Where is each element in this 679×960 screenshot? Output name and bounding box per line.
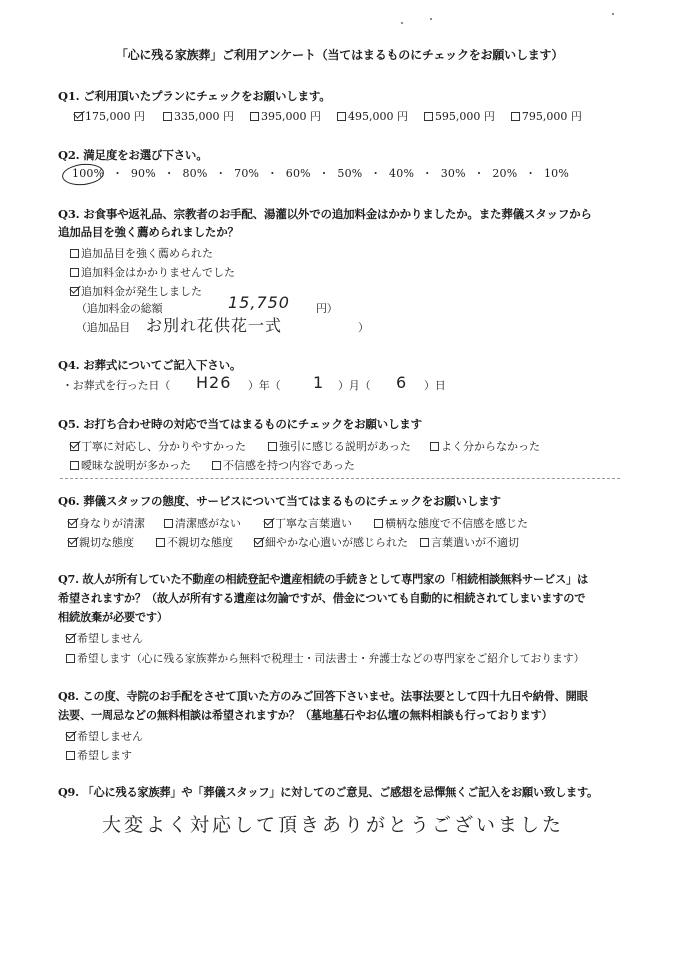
q4-month-value[interactable]: 1 [313, 373, 325, 392]
q6-option-2[interactable]: 清潔感がない [164, 515, 241, 531]
checkbox[interactable] [424, 112, 433, 121]
q5-option-2[interactable]: 強引に感じる説明があった [268, 438, 411, 454]
checkbox-checked[interactable] [70, 287, 79, 296]
q3-total-value[interactable]: 15,750 [228, 293, 290, 312]
q1-option-4[interactable]: 495,000 円 [337, 108, 408, 124]
checkbox[interactable] [212, 461, 221, 470]
q7-question-line1: Q7. 故人が所有していた不動産の相続登記や遺産相続の手続きとして専門家の「相続相談無料サービス」は [58, 572, 588, 586]
checkbox[interactable] [70, 249, 79, 258]
checkbox[interactable] [420, 538, 429, 547]
q3-option-3[interactable]: 追加料金が発生しました [70, 283, 202, 299]
q3-items-value[interactable]: お別れ花供花一式 [146, 316, 283, 335]
scan-speck [612, 13, 614, 15]
q7-question-line3: 相続放棄が必要です） [58, 610, 168, 624]
q4-era-value[interactable]: H26 [196, 373, 232, 392]
q8-question-line2: 法要、一周忌などの無料相談は希望されますか？（墓地墓石やお仏壇の無料相談も行っております） [58, 708, 553, 722]
q6-option-6[interactable]: 不親切な態度 [156, 534, 233, 550]
q7-question-line2: 希望されますか？（故人が所有する遺産は勿論ですが、借金についても自動的に相続されてしまいますので [58, 591, 586, 605]
q2-question: Q2. 満足度をお選び下さい。 [58, 148, 208, 162]
checkbox-checked[interactable] [68, 538, 77, 547]
q9-answer[interactable]: 大変よく対応して頂きありがとうございました [102, 814, 565, 836]
q3-total-label: （追加料金の総額 [76, 302, 163, 315]
checkbox[interactable] [70, 268, 79, 277]
checkbox[interactable] [250, 112, 259, 121]
checkbox[interactable] [66, 751, 75, 760]
checkbox-checked[interactable] [70, 442, 79, 451]
checkbox[interactable] [337, 112, 346, 121]
q4-year-label: ）年（ [248, 379, 281, 392]
q6-question: Q6. 葬儀スタッフの態度、サービスについて当てはまるものにチェックをお願いします [58, 494, 501, 508]
checkbox-checked[interactable] [66, 634, 75, 643]
q5-option-4[interactable]: 曖昧な説明が多かった [70, 457, 191, 473]
checkbox-checked[interactable] [74, 112, 83, 121]
scan-speck [401, 22, 403, 24]
q5-option-1[interactable]: 丁寧に対応し、分かりやすかった [70, 438, 246, 454]
q3-option-1[interactable]: 追加品目を強く薦められた [70, 245, 213, 261]
q1-option-1[interactable]: 175,000 円 [74, 108, 145, 124]
q3-items-close: ） [358, 321, 369, 334]
q1-option-5[interactable]: 595,000 円 [424, 108, 495, 124]
checkbox-checked[interactable] [68, 519, 77, 528]
q6-option-3[interactable]: 丁寧な言葉遣い [264, 515, 352, 531]
q5-question: Q5. お打ち合わせ時の対応で当てはまるものにチェックをお願いします [58, 417, 422, 431]
checkbox-checked[interactable] [264, 519, 273, 528]
checkbox[interactable] [268, 442, 277, 451]
q5-option-3[interactable]: よく分からなかった [430, 438, 540, 454]
q1-question: Q1. ご利用頂いたプランにチェックをお願いします。 [58, 89, 331, 103]
survey-title: 「心に残る家族葬」ご利用アンケート（当てはまるものにチェックをお願いします） [115, 48, 564, 62]
q2-scale[interactable]: 100% ・ 90% ・ 80% ・ 70% ・ 60% ・ 50% ・ 40% ・ 30% ・ 20% ・ 10% [72, 167, 570, 180]
checkbox[interactable] [374, 519, 383, 528]
checkbox-checked[interactable] [66, 732, 75, 741]
checkbox[interactable] [511, 112, 520, 121]
q6-option-7[interactable]: 細やかな心遣いが感じられた [254, 534, 408, 550]
q1-options [74, 108, 582, 124]
q4-question: Q4. お葬式についてご記入下さい。 [58, 358, 242, 372]
q6-option-8[interactable]: 言葉遣いが不適切 [420, 534, 519, 550]
q6-option-5[interactable]: 親切な態度 [68, 534, 134, 550]
q1-option-2[interactable]: 335,000 円 [163, 108, 234, 124]
checkbox[interactable] [70, 461, 79, 470]
q3-items-label: （追加品目 [76, 321, 130, 334]
q5-option-5[interactable]: 不信感を持つ内容であった [212, 457, 355, 473]
q3-option-2[interactable]: 追加料金はかかりませんでした [70, 264, 235, 280]
checkbox[interactable] [163, 112, 172, 121]
checkbox[interactable] [430, 442, 439, 451]
q6-option-4[interactable]: 横柄な態度で不信感を感じた [374, 515, 528, 531]
fold-line [60, 478, 620, 479]
checkbox-checked[interactable] [254, 538, 263, 547]
scan-speck [430, 18, 432, 20]
q4-month-label: ）月（ [338, 379, 371, 392]
q1-option-3[interactable]: 395,000 円 [250, 108, 321, 124]
checkbox[interactable] [164, 519, 173, 528]
q4-date-label: ・お葬式を行った日（ [62, 379, 170, 392]
q9-question: Q9. 「心に残る家族葬」や「葬儀スタッフ」に対してのご意見、ご感想を忌憚無くご記入をお願い致します。 [58, 785, 599, 799]
q3-question-line2: 追加品目を強く薦められましたか？ [58, 225, 239, 239]
q1-option-6[interactable]: 795,000 円 [511, 108, 582, 124]
q6-option-1[interactable]: 身なりが清潔 [68, 515, 145, 531]
q8-option-2[interactable]: 希望します [66, 747, 132, 763]
checkbox[interactable] [66, 654, 75, 663]
q7-option-2[interactable]: 希望します（心に残る家族葬から無料で税理士・司法書士・弁護士などの専門家をご紹介しております） [66, 651, 584, 666]
checkbox[interactable] [156, 538, 165, 547]
q3-question-line1: Q3. お食事や返礼品、宗教者のお手配、湯灌以外での追加料金はかかりましたか。また葬儀スタッフから [58, 207, 592, 221]
q8-option-1[interactable]: 希望しません [66, 728, 143, 744]
q7-option-1[interactable]: 希望しません [66, 630, 143, 646]
q8-question-line1: Q8. この度、寺院のお手配をさせて頂いた方のみご回答下さいませ。法事法要として四十九日や納骨、開眼 [58, 689, 588, 703]
q4-day-label: ）日 [424, 379, 446, 392]
q4-day-value[interactable]: 6 [396, 373, 408, 392]
q3-total-unit: 円） [316, 302, 338, 315]
